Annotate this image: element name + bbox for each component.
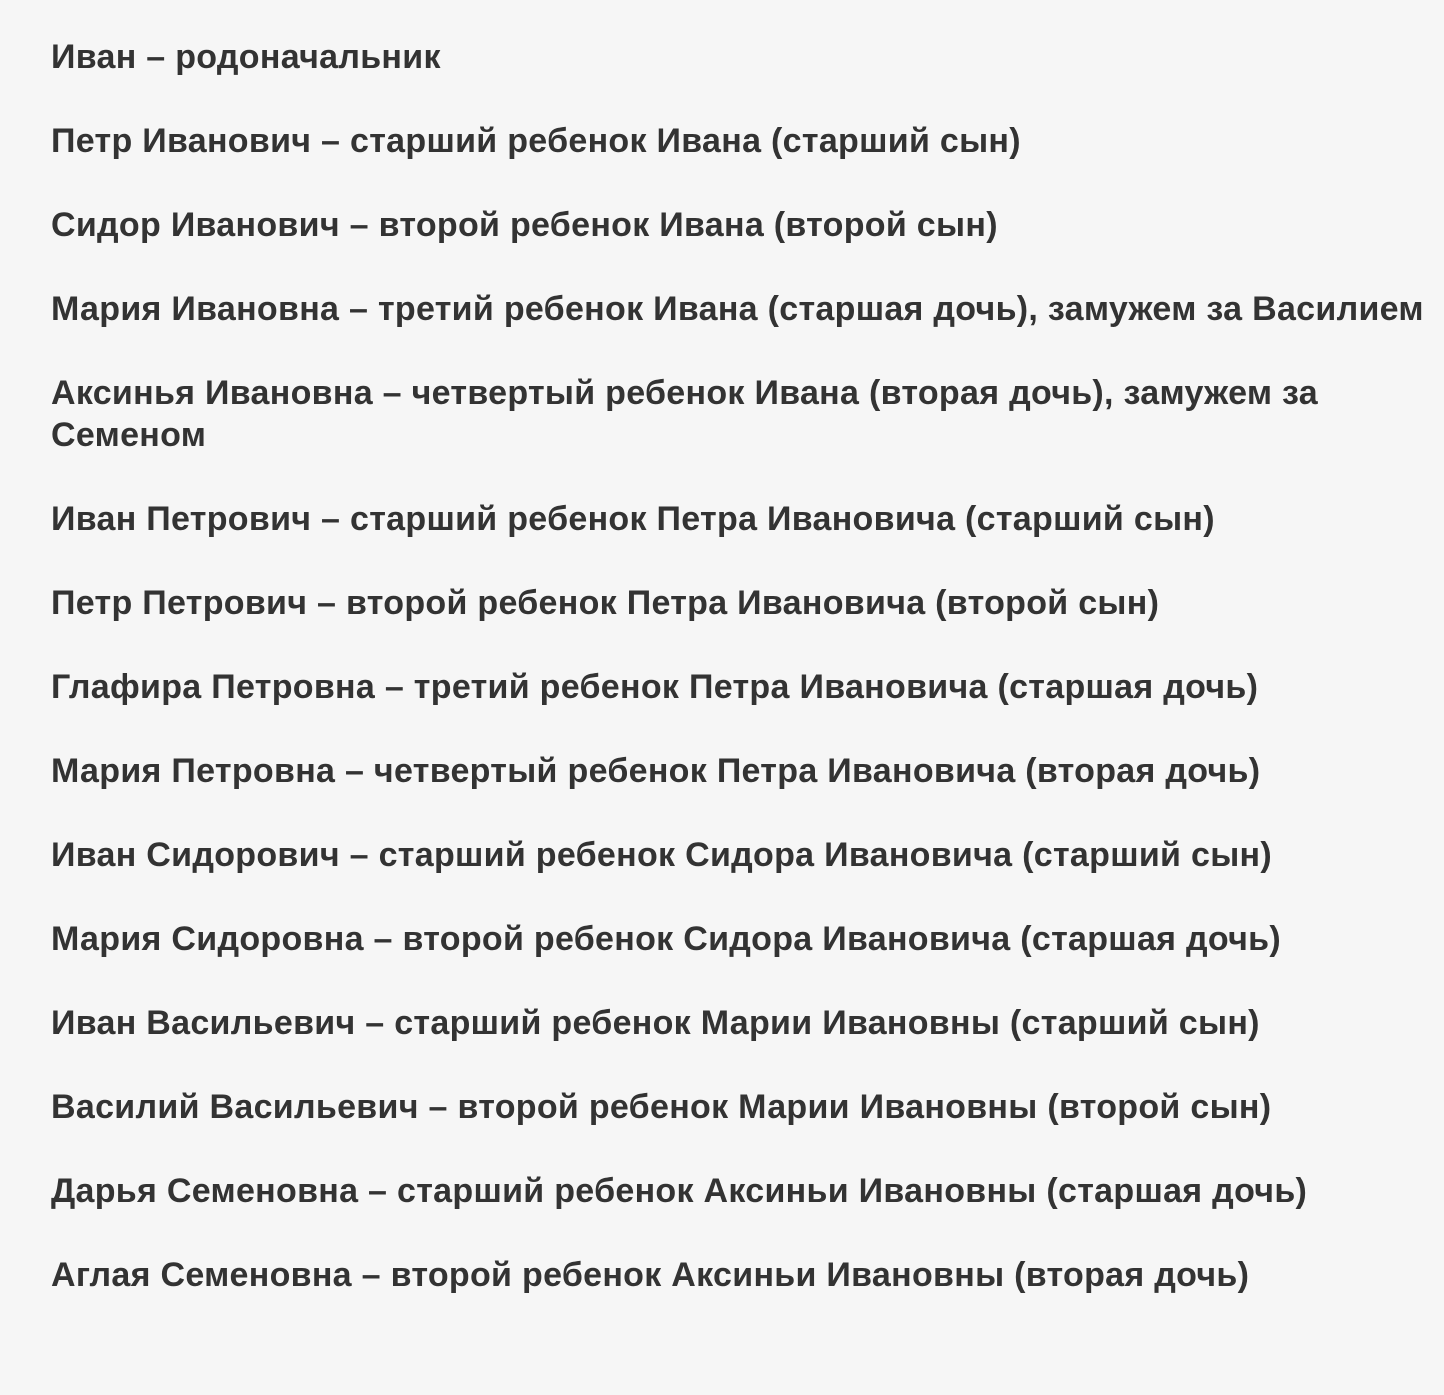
genealogy-line: Иван – родоначальник: [51, 38, 441, 76]
genealogy-line: Петр Петрович – второй ребенок Петра Ивановича (второй сын): [51, 584, 1160, 622]
genealogy-line: Иван Петрович – старший ребенок Петра Ивановича (старший сын): [51, 500, 1215, 538]
genealogy-line: Мария Ивановна – третий ребенок Ивана (старшая дочь), замужем за Василием: [51, 290, 1424, 328]
genealogy-line: Мария Петровна – четвертый ребенок Петра Ивановича (вторая дочь): [51, 752, 1261, 790]
genealogy-line: Аксинья Ивановна – четвертый ребенок Ивана (вторая дочь), замужем за Семеном: [51, 374, 1319, 454]
genealogy-line: Дарья Семеновна – старший ребенок Аксиньи Ивановны (старшая дочь): [51, 1172, 1308, 1210]
genealogy-line: Иван Васильевич – старший ребенок Марии Ивановны (старший сын): [51, 1004, 1260, 1042]
genealogy-line: Сидор Иванович – второй ребенок Ивана (второй сын): [51, 206, 998, 244]
genealogy-line: Василий Васильевич – второй ребенок Марии Ивановны (второй сын): [51, 1088, 1272, 1126]
genealogy-document: [51, 36, 1431, 1296]
genealogy-line: Иван Сидорович – старший ребенок Сидора Ивановича (старший сын): [51, 836, 1272, 874]
genealogy-line: Петр Иванович – старший ребенок Ивана (старший сын): [51, 122, 1021, 160]
genealogy-line: Аглая Семеновна – второй ребенок Аксиньи Ивановны (вторая дочь): [51, 1256, 1250, 1294]
genealogy-line: Глафира Петровна – третий ребенок Петра Ивановича (старшая дочь): [51, 668, 1259, 706]
genealogy-line: Мария Сидоровна – второй ребенок Сидора Ивановича (старшая дочь): [51, 920, 1282, 958]
